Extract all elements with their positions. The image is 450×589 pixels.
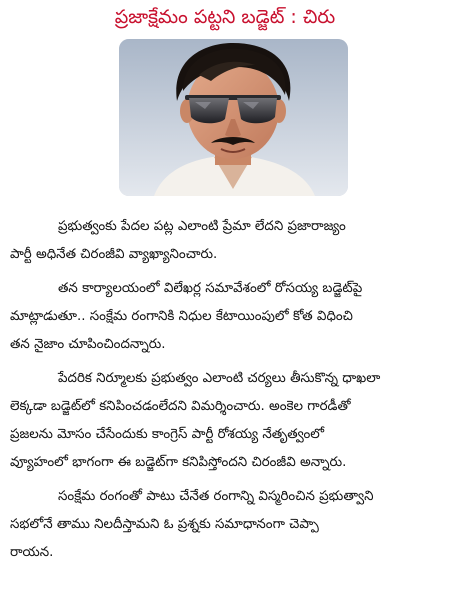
article-paragraph bbox=[10, 365, 442, 477]
article-line: పార్టీ అధినేత చిరంజీవి వ్యాఖ్యానించారు. bbox=[10, 247, 218, 262]
article-line: మాట్లాడుతూ.. సంక్షేమ రంగానికి నిధుల కేటాయింపులో కోత విధించి bbox=[10, 309, 353, 324]
article-line: తన నైజాం చూపించిందన్నారు. bbox=[10, 337, 166, 352]
article-line: సభలోనే తాము నిలదీస్తామని ఓ ప్రశ్నకు సమాధానంగా చెప్పా bbox=[10, 517, 319, 532]
article-line: వ్యూహంలో భాగంగా ఈ బడ్జెట్‌గా కనిపిస్తోందని చిరంజీవి అన్నారు. bbox=[10, 455, 347, 470]
article-body bbox=[10, 213, 442, 573]
article-line: తన కార్యాలయంలో విలేఖర్ల సమావేశంలో రోసయ్య బడ్జెట్‌పై bbox=[58, 281, 363, 296]
article-paragraph bbox=[10, 213, 442, 269]
article-line: సంక్షేమ రంగంతో పాటు చేనేత రంగాన్ని విస్మరించిన ప్రభుత్వాని bbox=[58, 489, 374, 504]
portrait-image bbox=[119, 39, 348, 196]
article-line: లెక్కడా బడ్జెట్‌లో కనిపించడంలేదని విమర్శించారు. అంకెల గారడీతో bbox=[10, 399, 351, 414]
article-paragraph bbox=[10, 483, 442, 567]
article-line: రాయన. bbox=[10, 545, 54, 560]
article-photo bbox=[119, 39, 348, 196]
article-line: ప్రజలను మోసం చేసేందుకు కాంగ్రెస్ పార్టీ రోశయ్య నేతృత్వంలో bbox=[10, 427, 325, 442]
article-paragraph bbox=[10, 275, 442, 359]
article-line: పేదరిక నిర్మూలకు ప్రభుత్వం ఎలాంటి చర్యలు తీసుకొన్న ధాఖలా bbox=[58, 371, 381, 386]
headline: ప్రజాక్షేమం పట్టని బడ్జెట్ : చిరు bbox=[114, 6, 336, 28]
article-line: ప్రభుత్వంకు పేదల పట్ల ఎలాంటి ప్రేమా లేదని ప్రజారాజ్యం bbox=[58, 219, 346, 234]
